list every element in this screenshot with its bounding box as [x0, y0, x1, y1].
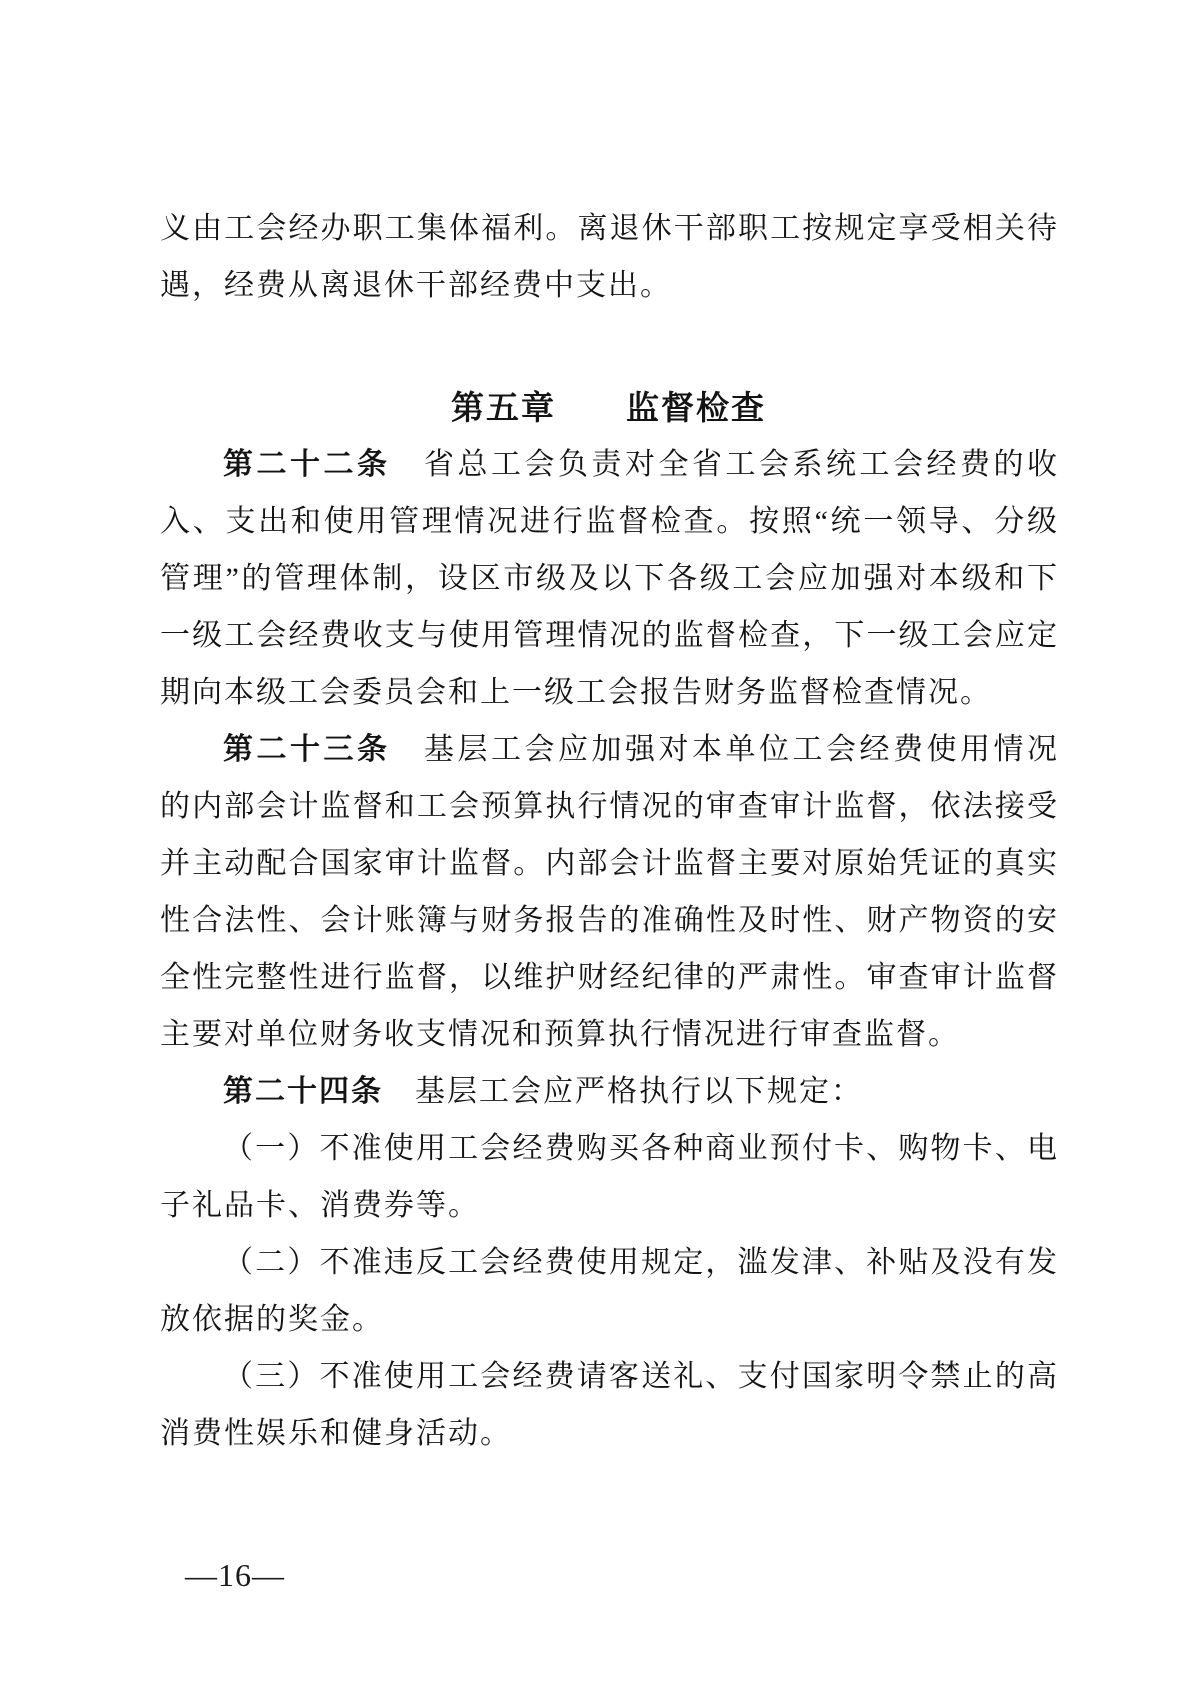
- line-text: 主要对单位财务收支情况和预算执行情况进行审查监督。: [160, 1018, 960, 1051]
- line-text: 基层工会应加强对本单位工会经费使用情况: [390, 733, 1057, 766]
- chapter-heading: 第五章 监督检查: [451, 389, 766, 426]
- text-line: [160, 1177, 1057, 1234]
- text-line: [160, 257, 1057, 314]
- paragraph-spacer: [160, 314, 1057, 379]
- line-text: （一）不准使用工会经费购买各种商业预付卡、购物卡、电: [223, 1132, 1057, 1165]
- text-line: [160, 1006, 1057, 1063]
- line-text: 消费性娱乐和健身活动。: [160, 1417, 512, 1450]
- line-text: 义由工会经办职工集体福利。离退休干部职工按规定享受相关待: [160, 212, 1057, 245]
- article-number: 第二十三条: [223, 733, 391, 766]
- line-text: 一级工会经费收支与使用管理情况的监督检查，下一级工会应定: [160, 619, 1057, 652]
- line-text: 并主动配合国家审计监督。内部会计监督主要对原始凭证的真实: [160, 847, 1057, 880]
- line-text: 全性完整性进行监督，以维护财经纪律的严肃性。审查审计监督: [160, 961, 1057, 994]
- text-line: [160, 436, 1057, 493]
- line-text: 遇，经费从离退休干部经费中支出。: [160, 269, 672, 302]
- text-line: [160, 1405, 1057, 1462]
- line-text: 的内部会计监督和工会预算执行情况的审查审计监督，依法接受: [160, 790, 1057, 823]
- line-text: 基层工会应严格执行以下规定：: [383, 1075, 863, 1108]
- text-line: [160, 493, 1057, 550]
- text-line: [160, 607, 1057, 664]
- text-line: [160, 721, 1057, 778]
- text-line: [160, 550, 1057, 607]
- line-text: 管理”的管理体制，设区市级及以下各级工会应加强对本级和下: [160, 562, 1057, 595]
- text-line: [160, 835, 1057, 892]
- line-text: 入、支出和使用管理情况进行监督检查。按照“统一领导、分级: [160, 505, 1057, 538]
- line-text: （三）不准使用工会经费请客送礼、支付国家明令禁止的高: [223, 1360, 1057, 1393]
- line-text: 子礼品卡、消费券等。: [160, 1189, 480, 1222]
- text-line: [160, 778, 1057, 835]
- text-line: [160, 1291, 1057, 1348]
- text-line: [160, 1120, 1057, 1177]
- text-line: [160, 892, 1057, 949]
- text-line: [160, 1348, 1057, 1405]
- text-line: [160, 949, 1057, 1006]
- document-body: [160, 200, 1057, 1462]
- text-line: [160, 1063, 1057, 1120]
- text-line: [160, 1234, 1057, 1291]
- line-text: 放依据的奖金。: [160, 1303, 384, 1336]
- text-line: [160, 200, 1057, 257]
- page-number: —16—: [185, 1557, 285, 1593]
- line-text: （二）不准违反工会经费使用规定，滥发津、补贴及没有发: [223, 1246, 1057, 1279]
- line-text: 省总工会负责对全省工会系统工会经费的收: [390, 448, 1057, 481]
- article-number: 第二十二条: [223, 448, 391, 481]
- text-line: [160, 664, 1057, 721]
- article-number: 第二十四条: [223, 1075, 383, 1108]
- line-text: 期向本级工会委员会和上一级工会报告财务监督检查情况。: [160, 676, 992, 709]
- line-text: 性合法性、会计账簿与财务报告的准确性及时性、财产物资的安: [160, 904, 1057, 937]
